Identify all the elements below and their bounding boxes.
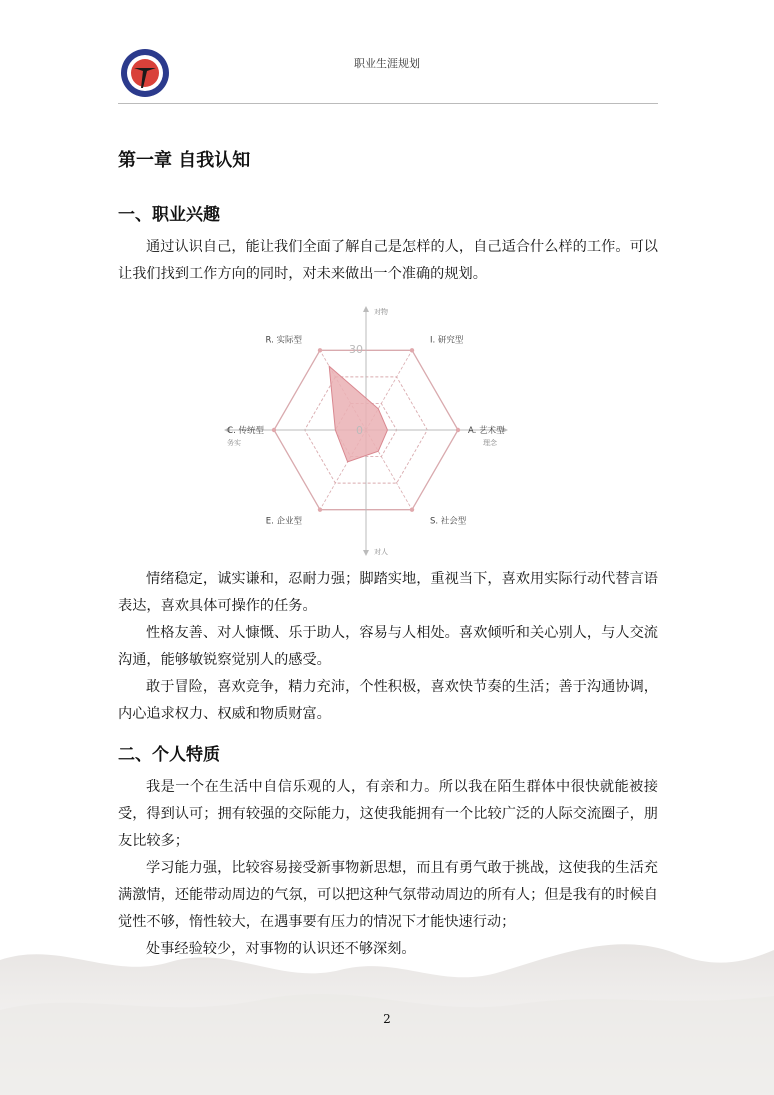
axis-pole-label: 理念 <box>483 439 497 447</box>
header-divider <box>118 103 658 104</box>
radar-category-label: C. 传统型 <box>227 426 264 436</box>
radar-vertex-dot <box>410 348 414 352</box>
radar-vertex-dot <box>318 348 322 352</box>
chapter-title: 第一章 自我认知 <box>118 150 251 171</box>
radar-vertex-dot <box>272 428 276 432</box>
radar-vertex-dot <box>456 428 460 432</box>
axis-pole-label: 务实 <box>227 439 241 447</box>
paragraph: 敢于冒险，喜欢竞争，精力充沛，个性积极，喜欢快节奏的生活；善于沟通协调，内心追求权力、权威和物质财富。 <box>118 679 658 722</box>
radar-category-label: E. 企业型 <box>265 516 302 527</box>
radar-category-label: R. 实际型 <box>265 335 302 346</box>
radar-series-area <box>329 366 387 462</box>
radar-category-label: I. 研究型 <box>430 335 464 346</box>
holland-radar-chart <box>222 302 522 562</box>
paragraph: 通过认识自己，能让我们全面了解自己是怎样的人，自己适合什么样的工作。可以让我们找到工作方向的同时，对未来做出一个准确的规划。 <box>118 239 658 282</box>
section-title-interest: 一、职业兴趣 <box>118 205 220 225</box>
axis-pole-label: 对人 <box>374 548 388 556</box>
radar-category-label: A. 艺术型 <box>468 426 505 436</box>
axis-arrow <box>363 306 369 312</box>
paragraph: 情绪稳定，诚实谦和，忍耐力强；脚踏实地，重视当下，喜欢用实际行动代替言语表达，喜欢具体可操作的任务。 <box>118 571 658 614</box>
radar-category-label: S. 社会型 <box>430 516 467 527</box>
axis-arrow <box>363 550 369 556</box>
radar-scale-label: 0 <box>356 424 363 437</box>
radar-vertex-dot <box>410 507 414 511</box>
section-title-traits: 二、个人特质 <box>118 745 220 765</box>
paragraph: 性格友善、对人慷慨、乐于助人，容易与人相处。喜欢倾听和关心别人，与人交流沟通，能够敏锐察觉别人的感受。 <box>118 625 658 668</box>
radar-scale-label: 30 <box>349 343 363 356</box>
page-number: 2 <box>383 1012 391 1026</box>
header-title: 职业生涯规划 <box>354 57 420 70</box>
radar-vertex-dot <box>318 507 322 511</box>
axis-pole-label: 对物 <box>374 308 388 316</box>
paragraph: 学习能力强，比较容易接受新事物新思想，而且有勇气敢于挑战，这使我的生活充满激情，还能带动周边的气氛，可以把这种气氛带动周边的所有人；但是我有的时候自觉性不够，惰性较大，在遇事要有压力的情况下才能快速行动； <box>118 860 658 930</box>
mountain-watermark <box>0 900 774 1095</box>
paragraph: 处事经验较少，对事物的认识还不够深刻。 <box>146 941 416 957</box>
paragraph: 我是一个在生活中自信乐观的人，有亲和力。所以我在陌生群体中很快就能被接受，得到认可；拥有较强的交际能力，这使我能拥有一个比较广泛的人际交流圈子，朋友比较多； <box>118 779 658 849</box>
